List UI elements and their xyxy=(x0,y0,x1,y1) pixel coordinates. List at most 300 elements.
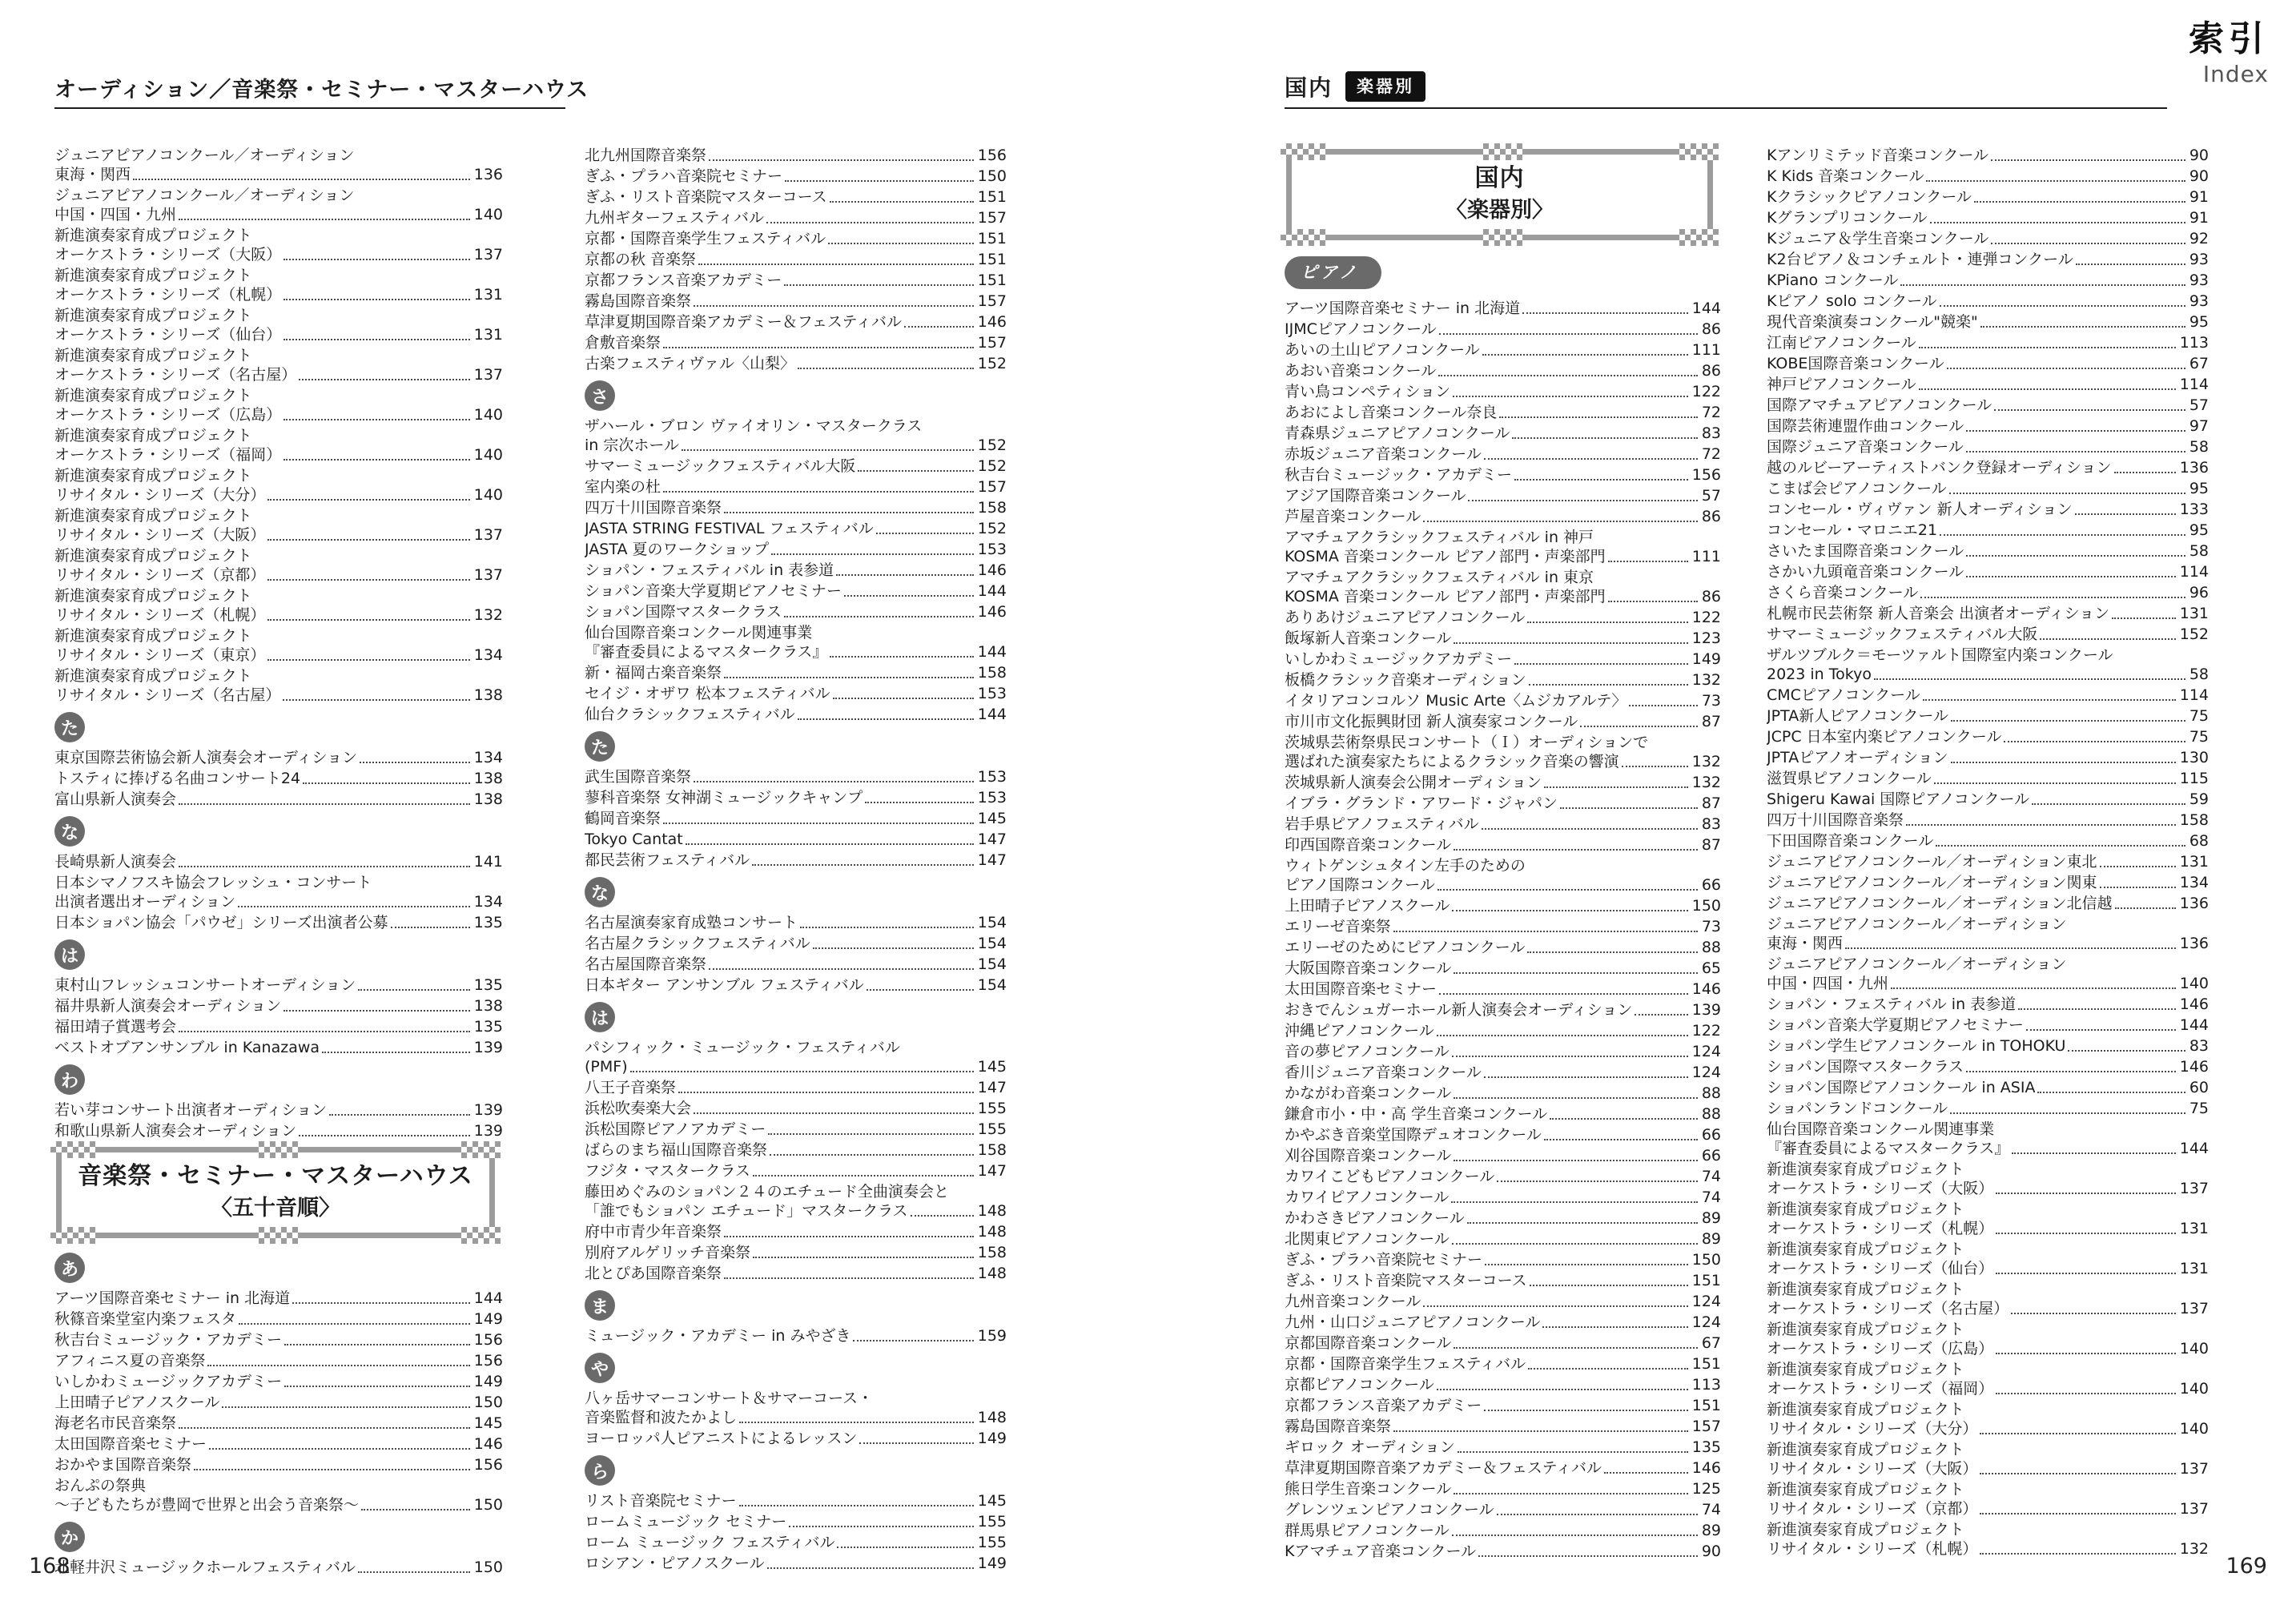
entry-title-line: セイジ・オザワ 松本フェスティバル xyxy=(585,685,830,702)
index-entry xyxy=(1767,1057,2209,1076)
entry-title-line: 北九州国際音楽祭 xyxy=(585,147,707,164)
entry-page-number: 75 xyxy=(2189,707,2209,725)
dotted-leader xyxy=(1452,910,1687,911)
entry-last-line xyxy=(1285,794,1721,813)
dotted-leader xyxy=(1393,1430,1688,1432)
entry-title-line: in 宗次ホール xyxy=(585,436,679,454)
entry-page-number: 157 xyxy=(977,478,1007,496)
entry-last-line xyxy=(1767,500,2209,519)
entry-last-line xyxy=(1285,587,1721,606)
dotted-leader xyxy=(299,379,469,380)
entry-page-number: 137 xyxy=(2179,1180,2209,1197)
entry-page-number: 67 xyxy=(1701,1334,1721,1352)
entry-page-number: 138 xyxy=(473,686,503,704)
entry-last-line xyxy=(1767,521,2209,540)
checker-border-decoration xyxy=(1281,143,1325,160)
entry-title-line: Kピアノ solo コンクール xyxy=(1767,292,1937,310)
dotted-leader xyxy=(2100,866,2176,867)
dotted-leader xyxy=(830,201,974,203)
dotted-leader xyxy=(798,718,974,720)
index-entry xyxy=(1285,1396,1721,1415)
entry-title-line: おかやま国際音楽祭 xyxy=(54,1456,192,1474)
entry-page-number: 66 xyxy=(1701,876,1721,894)
entry-title-line: 板橋クラシック音楽オーディション xyxy=(1285,671,1526,689)
entry-title-line: オーケストラ・シリーズ（大阪） xyxy=(1767,1180,1994,1197)
entry-title-line: かわさきピアノコンクール xyxy=(1285,1209,1465,1227)
entry-last-line xyxy=(585,955,1007,974)
entry-title-line: 古楽フェスティヴァル〈山梨〉 xyxy=(585,355,795,372)
entry-page-number: 151 xyxy=(977,188,1007,206)
entry-title-line: JCPC 日本室内楽ピアノコンクール xyxy=(1767,728,2002,746)
entry-title-line: KOSMA 音楽コンクール ピアノ部門・声楽部門 xyxy=(1285,548,1606,565)
entry-page-number: 137 xyxy=(2179,1500,2209,1518)
entry-page-number: 155 xyxy=(977,1513,1007,1530)
entry-last-line xyxy=(54,445,503,465)
entry-page-number: 148 xyxy=(977,1409,1007,1426)
entry-last-line xyxy=(585,519,1007,538)
entry-page-number: 124 xyxy=(1691,1313,1721,1331)
entry-title-line: 日本ギター アンサンブル フェスティバル xyxy=(585,976,864,994)
index-entry xyxy=(1767,271,2209,290)
kana-section-badge: わ xyxy=(54,1064,85,1095)
entry-last-line xyxy=(1285,1167,1721,1186)
entry-title-line: 新進演奏家育成プロジェクト xyxy=(54,467,252,485)
entry-page-number: 149 xyxy=(473,1310,503,1328)
decorated-section-title-box xyxy=(56,1147,495,1238)
index-entry xyxy=(1767,604,2209,623)
index-entry xyxy=(1285,670,1721,690)
dotted-leader xyxy=(1454,1097,1698,1099)
entry-last-line xyxy=(1285,547,1721,566)
index-entry xyxy=(1767,1360,2209,1398)
entry-page-number: 151 xyxy=(977,251,1007,268)
dotted-leader xyxy=(1936,845,2185,847)
index-entry xyxy=(1767,229,2209,248)
entry-page-number: 145 xyxy=(977,810,1007,827)
dotted-leader xyxy=(267,539,469,541)
dotted-leader xyxy=(837,1547,973,1548)
entry-title-line: 武生国際音楽祭 xyxy=(585,768,692,786)
dotted-leader xyxy=(267,579,469,581)
entry-last-line xyxy=(1285,1521,1721,1540)
entry-page-number: 135 xyxy=(473,1018,503,1036)
index-entry xyxy=(1767,995,2209,1014)
entry-last-line xyxy=(585,602,1007,621)
index-entry xyxy=(1767,583,2209,602)
entry-title-line: パシフィック・ミュージック・フェスティバル xyxy=(585,1039,900,1056)
entry-title-line: ザルツブルク＝モーツァルト国際室内楽コンクール xyxy=(1767,646,2113,664)
checker-border-decoration xyxy=(50,1227,95,1244)
index-entry xyxy=(1767,562,2209,581)
dotted-leader xyxy=(724,1236,974,1237)
entry-page-number: 134 xyxy=(473,893,503,911)
entry-page-number: 146 xyxy=(977,313,1007,331)
index-entry xyxy=(585,851,1007,870)
index-entry xyxy=(54,913,503,932)
dotted-leader xyxy=(238,906,470,907)
dotted-leader xyxy=(1522,312,1688,314)
checker-border-decoration xyxy=(253,1227,298,1244)
entry-last-line xyxy=(1767,562,2209,581)
entry-page-number: 149 xyxy=(977,1430,1007,1447)
entry-last-line xyxy=(1767,1459,2209,1478)
entry-page-number: 151 xyxy=(1691,1397,1721,1414)
dotted-leader xyxy=(1497,1514,1698,1515)
entry-page-number: 138 xyxy=(473,790,503,808)
entry-title-line: ギロック オーディション xyxy=(1285,1438,1455,1456)
dotted-leader xyxy=(1980,326,2185,328)
entry-last-line xyxy=(1285,486,1721,505)
index-entry xyxy=(54,466,503,505)
dotted-leader xyxy=(1974,201,2185,203)
dotted-leader xyxy=(2040,638,2175,640)
index-entry xyxy=(54,1309,503,1329)
entry-last-line xyxy=(1767,831,2209,851)
entry-title-line: リサイタル・シリーズ（名古屋） xyxy=(54,686,281,704)
entry-page-number: 111 xyxy=(1691,548,1721,565)
entry-page-number: 154 xyxy=(977,955,1007,973)
entry-last-line xyxy=(1767,790,2209,809)
index-entry xyxy=(585,809,1007,828)
index-entry xyxy=(585,146,1007,165)
dotted-leader xyxy=(1966,451,2185,453)
entry-last-line xyxy=(1767,167,2209,186)
entry-title-line: ぎふ・リスト音楽院マスターコース xyxy=(1285,1272,1527,1289)
dotted-leader xyxy=(1994,409,2185,411)
entry-page-number: 150 xyxy=(977,167,1007,185)
entry-last-line xyxy=(1767,625,2209,644)
entry-page-number: 57 xyxy=(1701,487,1721,505)
dotted-leader xyxy=(698,263,974,265)
entry-page-number: 145 xyxy=(977,1492,1007,1510)
entry-page-number: 132 xyxy=(1691,774,1721,791)
entry-page-number: 135 xyxy=(473,976,503,994)
entry-title-line: 八王子音楽祭 xyxy=(585,1079,677,1096)
entry-title-line: Tokyo Cantat xyxy=(585,831,683,848)
index-entry xyxy=(1285,794,1721,813)
entry-page-number: 67 xyxy=(2189,355,2209,372)
entry-title-line: ジュニアピアノコンクール／オーディション東北 xyxy=(1767,853,2097,871)
entry-page-number: 147 xyxy=(977,1079,1007,1096)
dotted-leader xyxy=(283,259,469,260)
entry-page-number: 146 xyxy=(977,603,1007,621)
entry-title-line: 新進演奏家育成プロジェクト xyxy=(54,307,252,324)
index-entry xyxy=(1285,1417,1721,1436)
entry-page-number: 132 xyxy=(1691,753,1721,770)
entry-title-line: ショパン国際マスタークラス xyxy=(1767,1058,1964,1076)
index-entry xyxy=(1285,486,1721,505)
entry-title-line: カワイピアノコンクール xyxy=(1285,1189,1450,1206)
index-entry xyxy=(1285,424,1721,443)
index-entry xyxy=(1285,773,1721,792)
dotted-leader xyxy=(1454,1493,1687,1494)
dotted-leader xyxy=(1580,726,1698,727)
entry-last-line xyxy=(1285,299,1721,318)
dotted-leader xyxy=(1926,180,2185,182)
entry-page-number: 155 xyxy=(977,1100,1007,1117)
dotted-leader xyxy=(391,927,470,928)
entry-last-line xyxy=(54,1121,503,1140)
entry-title-line: リサイタル・シリーズ（札幌） xyxy=(54,606,266,624)
index-entry xyxy=(1285,1438,1721,1457)
dotted-leader xyxy=(813,947,974,949)
index-entry xyxy=(1767,541,2209,561)
index-column-1 xyxy=(54,146,503,1579)
index-entry xyxy=(54,426,503,465)
dotted-leader xyxy=(329,1114,470,1116)
entry-title-line: 刈谷国際音楽コンクール xyxy=(1285,1147,1452,1164)
checker-border-decoration xyxy=(253,1141,298,1158)
entry-last-line xyxy=(1285,465,1721,485)
entry-page-number: 144 xyxy=(1691,300,1721,317)
dotted-leader xyxy=(2075,513,2176,515)
entry-page-number: 73 xyxy=(1701,918,1721,935)
index-entry xyxy=(1767,955,2209,993)
kana-section-badge: た xyxy=(54,712,85,742)
entry-title-line: ピアノ国際コンクール xyxy=(1285,876,1435,894)
index-entry xyxy=(1767,1099,2209,1118)
index-entry xyxy=(1767,1520,2209,1559)
entry-page-number: 83 xyxy=(1701,424,1721,442)
dotted-leader xyxy=(2115,907,2176,909)
entry-title-line: ザハール・ブロン ヴァイオリン・マスタークラス xyxy=(585,417,923,435)
dotted-leader xyxy=(283,1010,470,1012)
index-entry xyxy=(54,666,503,705)
index-entry xyxy=(1285,959,1721,978)
entry-last-line xyxy=(1767,727,2209,746)
entry-last-line xyxy=(585,1201,1007,1221)
dotted-leader xyxy=(1919,347,2176,348)
index-entry xyxy=(54,1558,503,1577)
entry-title-line: Kアマチュア音楽コンクール xyxy=(1285,1543,1477,1560)
entry-page-number: 147 xyxy=(977,851,1007,869)
dotted-leader xyxy=(709,159,974,161)
dotted-leader xyxy=(2012,1152,2175,1154)
entry-page-number: 147 xyxy=(977,831,1007,848)
dotted-leader xyxy=(1453,396,1688,397)
entry-last-line xyxy=(585,457,1007,476)
entry-page-number: 88 xyxy=(1701,1105,1721,1123)
entry-title-line: 北とぴあ国際音楽祭 xyxy=(585,1265,722,1282)
entry-last-line xyxy=(585,913,1007,932)
entry-page-number: 140 xyxy=(473,446,503,464)
index-entry xyxy=(585,292,1007,311)
entry-last-line xyxy=(1767,208,2209,227)
index-entry xyxy=(585,1533,1007,1552)
index-entry xyxy=(1285,1250,1721,1269)
entry-title-line: 霧島国際音楽祭 xyxy=(1285,1418,1392,1435)
entry-last-line xyxy=(54,1414,503,1433)
entry-title-line: 北軽井沢ミュージックホールフェスティバル xyxy=(54,1559,356,1576)
entry-title-line: コンセール・マロニエ21 xyxy=(1767,521,1938,539)
kana-section-badge: な xyxy=(585,877,615,907)
entry-title-line: 日本ショパン協会「パウゼ」シリーズ出演者公募 xyxy=(54,914,388,931)
entry-title-line: ジュニアピアノコンクール／オーディション関東 xyxy=(1767,874,2097,891)
page-number-right: 169 xyxy=(2226,1554,2267,1579)
entry-page-number: 75 xyxy=(2189,1100,2209,1117)
dotted-leader xyxy=(830,656,973,658)
entry-title-line: Shigeru Kawai 国際ピアノコンクール xyxy=(1767,790,2030,808)
index-entry xyxy=(54,226,503,264)
dotted-leader xyxy=(267,659,469,661)
dotted-leader xyxy=(1980,1433,2175,1434)
entry-title-line: リサイタル・シリーズ（札幌） xyxy=(1767,1540,1978,1558)
entry-title-line: 札幌市民芸術祭 新人音楽会 出演者オーディション xyxy=(1767,605,2110,622)
entry-page-number: 147 xyxy=(977,1162,1007,1180)
entry-page-number: 91 xyxy=(2189,188,2209,206)
entry-page-number: 154 xyxy=(977,976,1007,994)
entry-page-number: 156 xyxy=(473,1456,503,1474)
entry-last-line xyxy=(585,540,1007,559)
entry-title-line: ショパン国際マスタークラス xyxy=(585,603,782,621)
entry-last-line xyxy=(1767,665,2209,684)
entry-page-number: 149 xyxy=(473,1373,503,1390)
entry-last-line xyxy=(585,1264,1007,1283)
dotted-leader xyxy=(1512,437,1697,439)
entry-title-line: リスト音楽院セミナー xyxy=(585,1492,737,1510)
entry-last-line xyxy=(54,996,503,1016)
index-entry xyxy=(1767,500,2209,519)
dotted-leader xyxy=(753,1257,974,1258)
entry-last-line xyxy=(585,705,1007,724)
index-entry xyxy=(1767,146,2209,165)
entry-title-line: 霧島国際音楽祭 xyxy=(585,292,692,310)
entry-page-number: 132 xyxy=(2179,1540,2209,1558)
entry-title-line: ショパン・フェスティバル in 表参道 xyxy=(1767,996,2017,1013)
dotted-leader xyxy=(284,1386,470,1387)
index-entry xyxy=(585,705,1007,724)
entry-last-line xyxy=(54,913,503,932)
entry-last-line xyxy=(1767,187,2209,207)
entry-last-line xyxy=(1767,852,2209,871)
index-entry xyxy=(54,1372,503,1391)
entry-title-line: 仙台国際音楽コンクール関連事業 xyxy=(1767,1120,1995,1138)
dotted-leader xyxy=(1980,1473,2175,1474)
entry-title-line: 九州・山口ジュニアピアノコンクール xyxy=(1285,1313,1541,1331)
entry-last-line xyxy=(1285,875,1721,895)
entry-last-line xyxy=(1285,1125,1721,1144)
entry-title-line: 京都フランス音楽アカデミー xyxy=(585,272,782,289)
entry-last-line xyxy=(1285,382,1721,401)
dotted-leader xyxy=(2112,617,2176,619)
dotted-leader xyxy=(1454,1160,1698,1161)
entry-last-line xyxy=(1285,1084,1721,1103)
entry-title-line: 国際アマチュアピアノコンクール xyxy=(1767,396,1992,414)
entry-last-line xyxy=(1767,974,2209,993)
index-entry xyxy=(1285,712,1721,731)
entry-title-line: エリーゼ音楽祭 xyxy=(1285,918,1391,935)
entry-last-line xyxy=(54,646,503,665)
index-entry xyxy=(1767,706,2209,726)
index-entry xyxy=(585,1222,1007,1241)
dotted-leader xyxy=(1454,849,1698,851)
entry-title-line: 茨城県新人演奏会公開オーディション xyxy=(1285,774,1542,791)
entry-title-line: イタリアコンコルソ Music Arte〈ムジカアルテ〉 xyxy=(1285,692,1627,710)
entry-page-number: 157 xyxy=(1691,1418,1721,1435)
entry-title-line: 新進演奏家育成プロジェクト xyxy=(54,427,252,444)
entry-page-number: 151 xyxy=(1691,1355,1721,1373)
entry-last-line xyxy=(585,498,1007,517)
entry-title-line: 京都・国際音楽学生フェスティバル xyxy=(1285,1355,1526,1373)
index-entry xyxy=(585,519,1007,538)
entry-title-line: 新進演奏家育成プロジェクト xyxy=(54,587,252,605)
kana-section-badge: や xyxy=(585,1353,615,1383)
entry-title-line: 新進演奏家育成プロジェクト xyxy=(54,267,252,284)
dotted-leader xyxy=(1452,1535,1698,1536)
entry-last-line xyxy=(1767,312,2209,332)
dotted-leader xyxy=(1458,1451,1688,1453)
entry-title-line: 京都国際音楽コンクール xyxy=(1285,1334,1452,1352)
entry-title-line: 日本シマノフスキ協会フレッシュ・コンサート xyxy=(54,874,372,891)
left-header-rule xyxy=(54,107,565,109)
index-entry xyxy=(1285,1333,1721,1353)
entry-page-number: 151 xyxy=(977,272,1007,289)
dotted-leader xyxy=(2037,1092,2185,1093)
dotted-leader xyxy=(1499,416,1698,418)
entry-last-line xyxy=(1285,650,1721,669)
entry-page-number: 131 xyxy=(473,326,503,344)
dotted-leader xyxy=(207,1365,469,1366)
entry-title-line: KPiano コンクール xyxy=(1767,272,1899,289)
entry-page-number: 139 xyxy=(473,1039,503,1056)
dotted-leader xyxy=(709,968,974,970)
entry-title-line: 鶴岡音楽祭 xyxy=(585,810,661,827)
index-entry xyxy=(585,788,1007,807)
kana-section-badge: か xyxy=(54,1522,85,1552)
box-title-line1: 音楽祭・セミナー・マスターハウス xyxy=(78,1162,473,1190)
entry-page-number: 89 xyxy=(1701,1230,1721,1248)
index-entry xyxy=(1285,835,1721,855)
index-entry xyxy=(1767,354,2209,373)
dotted-leader xyxy=(283,459,469,461)
entry-last-line xyxy=(1767,1179,2209,1198)
checker-border-decoration xyxy=(456,1227,501,1244)
entry-title-line: 八ヶ岳サマーコンサート＆サマーコース・ xyxy=(585,1390,874,1407)
entry-title-line: 沖縄ピアノコンクール xyxy=(1285,1022,1434,1040)
entry-page-number: 83 xyxy=(1701,815,1721,833)
dotted-leader xyxy=(867,989,974,991)
index-entry xyxy=(1767,831,2209,851)
dotted-leader xyxy=(1529,684,1688,686)
entry-page-number: 88 xyxy=(1701,939,1721,956)
entry-title-line: 京都フランス音楽アカデミー xyxy=(1285,1397,1482,1414)
entry-title-line: KOSMA 音楽コンクール ピアノ部門・声楽部門 xyxy=(1285,588,1606,605)
entry-last-line xyxy=(1767,1539,2209,1559)
entry-page-number: 87 xyxy=(1701,713,1721,730)
entry-last-line xyxy=(585,1222,1007,1241)
entry-page-number: 114 xyxy=(2179,376,2209,393)
entry-title-line: 福井県新人演奏会オーディション xyxy=(54,997,282,1015)
entry-title-line: オーケストラ・シリーズ（仙台） xyxy=(1767,1260,1994,1277)
entry-page-number: 154 xyxy=(977,935,1007,952)
entry-last-line xyxy=(585,975,1007,995)
entry-title-line: 「誰でもショパン エチュード」マスタークラス xyxy=(585,1202,908,1220)
entry-last-line xyxy=(1285,712,1721,731)
entry-last-line xyxy=(54,1289,503,1308)
entry-title-line: 九州音楽コンクール xyxy=(1285,1293,1421,1310)
entry-page-number: 90 xyxy=(1701,1543,1721,1560)
dotted-leader xyxy=(1454,972,1698,974)
dotted-leader xyxy=(1452,1056,1688,1057)
entry-page-number: 93 xyxy=(2189,251,2209,268)
entry-page-number: 95 xyxy=(2189,480,2209,497)
entry-page-number: 136 xyxy=(473,166,503,183)
index-entry xyxy=(585,934,1007,953)
right-header-rule xyxy=(1285,107,2167,109)
index-entry xyxy=(1767,1320,2209,1358)
index-entry xyxy=(1285,361,1721,380)
entry-page-number: 151 xyxy=(1691,1272,1721,1289)
